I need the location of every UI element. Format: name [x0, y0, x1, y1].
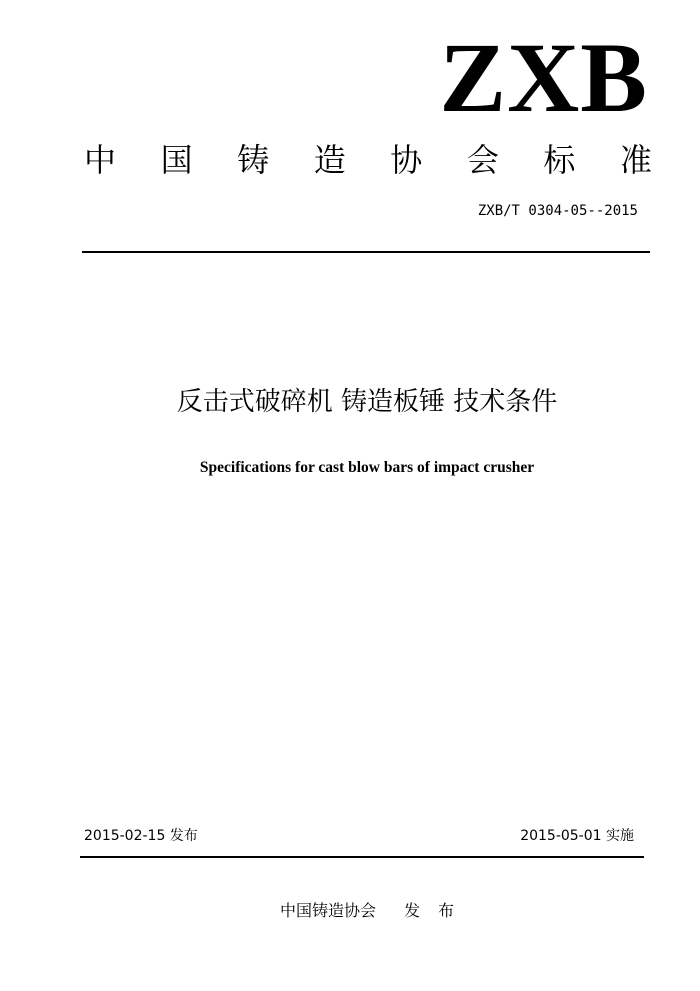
- standard-logo: ZXB: [439, 22, 648, 133]
- org-title-char: 铸: [237, 141, 270, 179]
- publisher-action: 发: [403, 901, 420, 920]
- top-divider: [82, 251, 650, 253]
- org-title-char: 准: [619, 141, 652, 179]
- publisher-name: 中国铸造协会: [279, 901, 376, 920]
- organization-standard-title: [84, 140, 652, 180]
- document-title-english: Specifications for cast blow bars of impact crusher: [199, 459, 535, 476]
- publisher-action: 布: [438, 901, 455, 920]
- bottom-divider: [80, 856, 644, 858]
- document-title-chinese: 反击式破碎机 铸造板锤 技术条件: [176, 387, 558, 417]
- standard-number: ZXB/T 0304-05--2015: [477, 203, 638, 219]
- org-title-char: 会: [466, 141, 499, 179]
- publisher-line: [0, 899, 700, 923]
- org-title-char: 造: [313, 141, 346, 179]
- org-title-char: 国: [160, 141, 193, 179]
- issue-date: 2015-02-15 发布: [84, 828, 198, 844]
- implementation-date: 2015-05-01 实施: [520, 828, 634, 844]
- org-title-char: 中: [84, 141, 117, 179]
- org-title-char: 协: [390, 141, 423, 179]
- org-title-char: 标: [543, 141, 576, 179]
